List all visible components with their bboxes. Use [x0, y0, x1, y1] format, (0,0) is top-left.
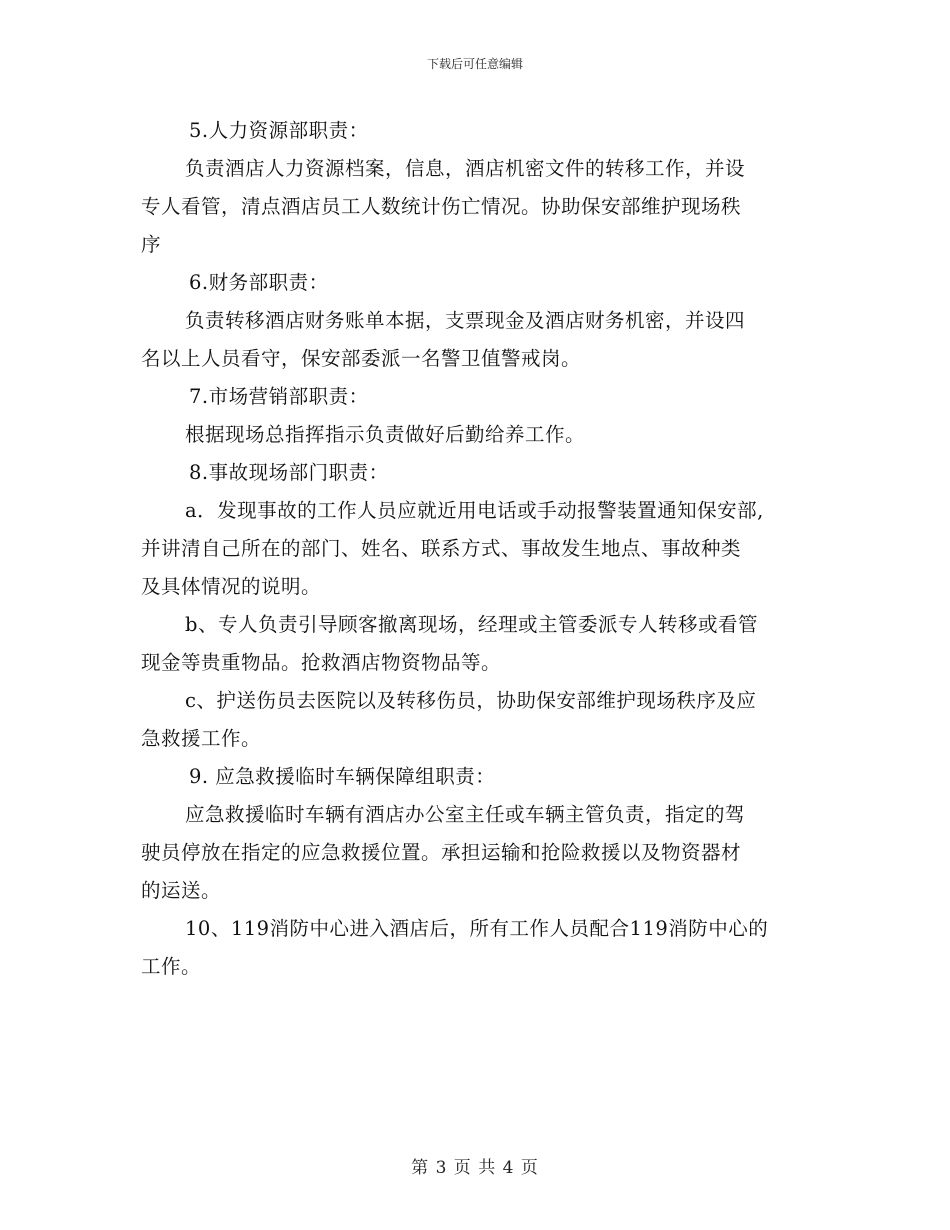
paragraph-line: 根据现场总指挥指示负责做好后勤给养工作。: [185, 423, 586, 446]
paragraph-line: 序: [141, 233, 162, 256]
document-body: [141, 112, 821, 986]
paragraph-line: 应急救援临时车辆有酒店办公室主任或车辆主管负责，指定的驾: [185, 803, 746, 826]
section-heading-6: 6.财务部职责：: [189, 271, 329, 294]
section-heading-9: 9. 应急救援临时车辆保障组职责：: [189, 765, 496, 788]
paragraph-line: 急救援工作。: [141, 727, 262, 750]
paragraph-line: 及具体情况的说明。: [141, 575, 322, 598]
paragraph-line: 10、119消防中心进入酒店后，所有工作人员配合119消防中心的: [185, 917, 769, 940]
paragraph-line: 专人看管，清点酒店员工人数统计伤亡情况。协助保安部维护现场秩: [141, 195, 742, 218]
paragraph-line: 并讲清自己所在的部门、姓名、联系方式、事故发生地点、事故种类: [141, 537, 742, 560]
paragraph-line: 的运送。: [141, 879, 222, 902]
paragraph-line: 负责转移酒店财务账单本据，支票现金及酒店财务机密，并设四: [185, 309, 746, 332]
page-header: 下载后可任意编辑: [426, 57, 523, 71]
paragraph-line: 现金等贵重物品。抢救酒店物资物品等。: [141, 651, 502, 674]
paragraph-line: b、专人负责引导顾客撤离现场，经理或主管委派专人转移或看管: [185, 613, 758, 636]
section-heading-5: 5.人力资源部职责：: [189, 119, 369, 142]
paragraph-line: 负责酒店人力资源档案，信息，酒店机密文件的转移工作，并设: [185, 157, 746, 180]
paragraph-line: 名以上人员看守，保安部委派一名警卫值警戒岗。: [141, 347, 582, 370]
page-number-footer: 第 3 页 共 4 页: [411, 1158, 539, 1178]
paragraph-line: 驶员停放在指定的应急救援位置。承担运输和抢险救援以及物资器材: [141, 841, 742, 864]
section-heading-7: 7.市场营销部职责：: [189, 385, 369, 408]
section-heading-8: 8.事故现场部门职责：: [189, 461, 389, 484]
paragraph-line: c、护送伤员去医院以及转移伤员，协助保安部维护现场秩序及应: [185, 689, 757, 712]
paragraph-line: a．发现事故的工作人员应就近用电话或手动报警装置通知保安部,: [185, 499, 764, 522]
paragraph-line: 工作。: [141, 955, 202, 978]
